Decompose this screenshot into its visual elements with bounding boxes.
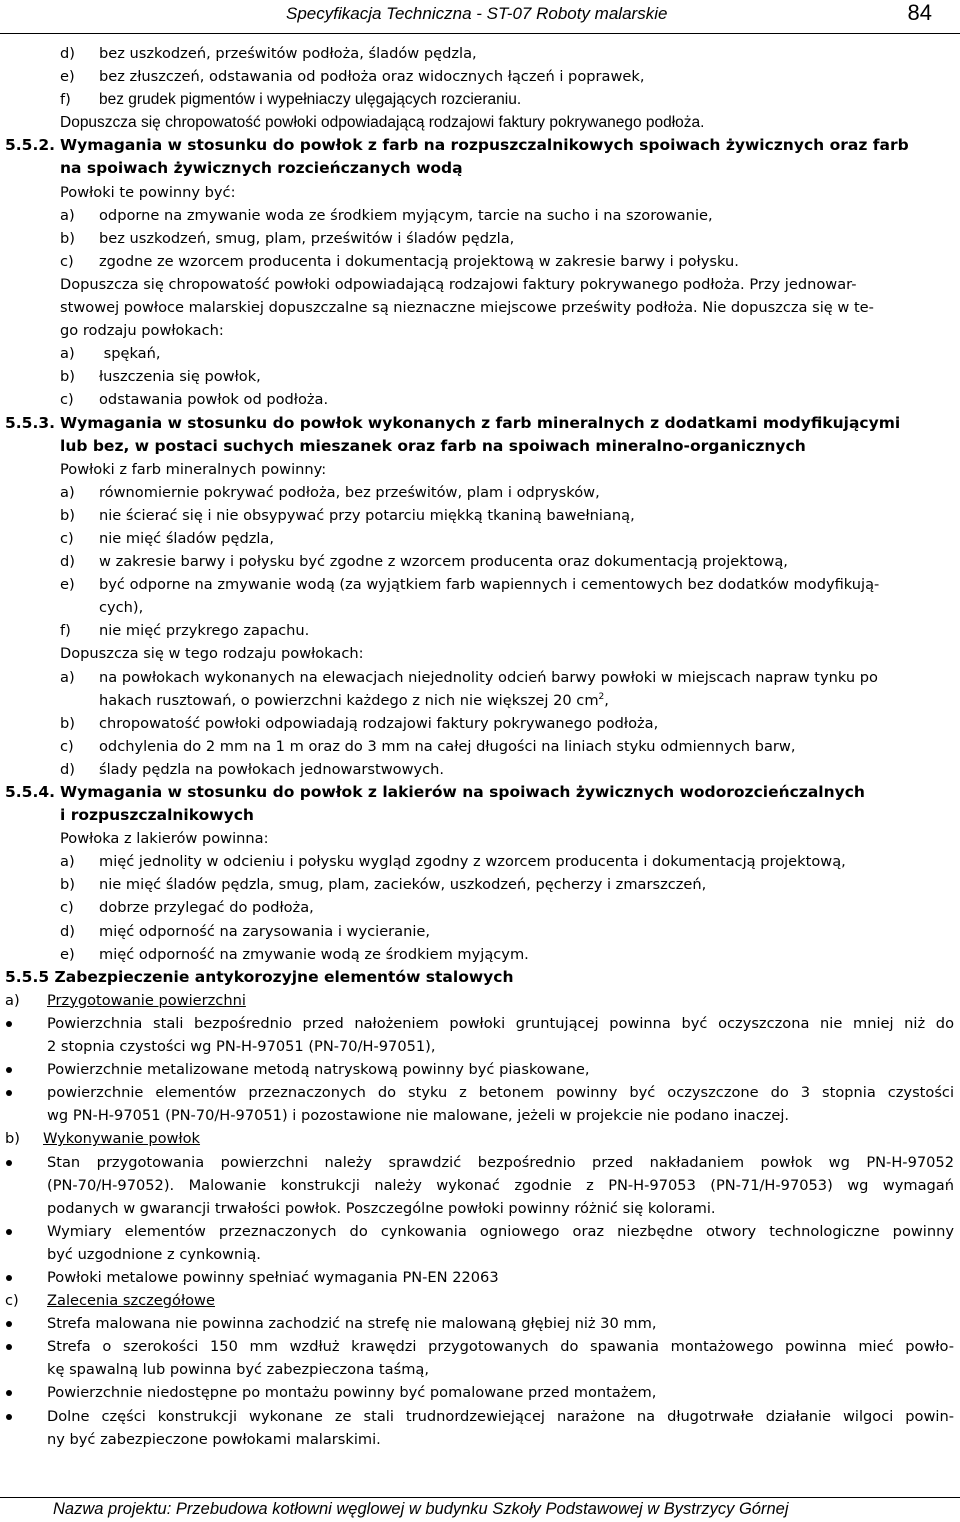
- section-heading-cont: i rozpuszczalnikowych: [60, 806, 254, 825]
- list-item: b) bez uszkodzeń, smug, plam, prześwitów i śladów pędzla,: [60, 229, 515, 247]
- bullet-text: Wymiary elementów przeznaczonych do cynkowania ogniowego oraz niezbędne otwory technologiczne powinny: [47, 1222, 954, 1240]
- list-item: d) ślady pędzla na powłokach jednowarstwowych.: [60, 760, 445, 778]
- header-divider: [0, 33, 960, 34]
- paragraph: Powłoka z lakierów powinna:: [60, 830, 269, 848]
- list-item: c) zgodne ze wzorcem producenta i dokumentacją projektową w zakresie barwy i połysku.: [60, 252, 739, 270]
- bullet-item: [0, 1081, 960, 1104]
- list-item: c) dobrze przylegać do podłoża,: [60, 899, 314, 917]
- page-footer: Nazwa projektu: Przebudowa kotłowni węglowej w budynku Szkoły Podstawowej w Bystrzycy Górnej: [53, 1500, 789, 1518]
- section-heading: 5.5.4. Wymagania w stosunku do powłok z lakierów na spoiwach żywicznych wodorozcieńczalnych: [5, 783, 865, 801]
- bullet-text: podanych w gwarancji trwałości powłok. Poszczególne powłoki powinny różnić się kolorami.: [47, 1199, 716, 1217]
- section-heading-cont: lub bez, w postaci suchych mieszanek oraz farb na spoiwach mineralno-organicznych: [60, 436, 806, 455]
- section-heading: 5.5.2. Wymagania w stosunku do powłok z farb na rozpuszczalnikowych spoiwach żywicznych oraz farb: [5, 136, 909, 155]
- document-title: Specyfikacja Techniczna - ST-07 Roboty malarskie: [286, 4, 668, 23]
- subsection-heading: a) Przygotowanie powierzchni: [5, 991, 246, 1009]
- bullet-icon: [6, 1160, 12, 1166]
- bullet-item: [0, 1220, 960, 1243]
- list-item: c) odchylenia do 2 mm na 1 m oraz do 3 mm na całej długości na liniach styku odmiennych barw,: [60, 737, 796, 755]
- section-heading: 5.5.5 Zabezpieczenie antykorozyjne elementów stalowych: [5, 967, 514, 986]
- bullet-item: [0, 1266, 960, 1289]
- document-body: [0, 42, 960, 1451]
- bullet-text: kę spawalną lub powinna być zabezpieczona taśmą,: [47, 1361, 429, 1379]
- bullet-text: Powierzchnia stali bezpośrednio przed nałożeniem powłoki gruntującej powinna być oczyszczona nie mniej niż do: [47, 1014, 954, 1032]
- list-item: c) odstawania powłok od podłoża.: [60, 391, 329, 409]
- list-item: e) być odporne na zmywanie wodą (za wyjątkiem farb wapiennych i cementowych bez dodatków modyfikują-: [60, 576, 880, 594]
- list-item: a) mięć jednolity w odcieniu i połysku wygląd zgodny z wzorcem producenta i dokumentacją projektową,: [60, 853, 846, 871]
- section-heading-cont: na spoiwach żywicznych rozcieńczanych wodą: [60, 159, 463, 178]
- bullet-item: [0, 1058, 960, 1081]
- list-item: d) mięć odporność na zarysowania i wycieranie,: [60, 922, 431, 940]
- bullet-icon: [6, 1021, 12, 1027]
- bullet-item-cont: [0, 1197, 960, 1220]
- list-item: a) spękań,: [60, 345, 161, 363]
- bullet-text: Powierzchnie niedostępne po montażu powinny być pomalowane przed montażem,: [47, 1384, 657, 1402]
- bullet-text: 2 stopnia czystości wg PN-H-97051 (PN-70/H-97051),: [47, 1038, 436, 1056]
- subsection-heading: b) Wykonywanie powłok: [5, 1130, 201, 1148]
- bullet-item-cont: [0, 1428, 960, 1451]
- bullet-text: ny być zabezpieczone powłokami malarskimi.: [47, 1430, 381, 1448]
- bullet-item: [0, 1312, 960, 1335]
- bullet-text: Strefa o szerokości 150 mm wzdłuż krawędzi przygotowanych do spawania montażowego powinna mieć powło-: [47, 1338, 954, 1356]
- list-item: f) bez grudek pigmentów i wypełniaczy ulęgających rozcieraniu.: [60, 91, 522, 109]
- bullet-item-cont: [0, 1104, 960, 1127]
- list-item: d) bez uszkodzeń, prześwitów podłoża, śladów pędzla,: [60, 45, 477, 62]
- bullet-text: Powierzchnie metalizowane metodą natryskową powinny być piaskowane,: [47, 1061, 590, 1079]
- bullet-text: powierzchnie elementów przeznaczonych do styku z betonem powinny być oczyszczone do 3 stopnia czystości: [47, 1084, 954, 1102]
- bullet-list: [0, 1312, 960, 1451]
- bullet-icon: [6, 1067, 12, 1073]
- bullet-item: [0, 1012, 960, 1035]
- bullet-icon: [6, 1414, 12, 1420]
- paragraph: Dopuszcza się w tego rodzaju powłokach:: [60, 645, 364, 663]
- bullet-item-cont: [0, 1358, 960, 1381]
- list-item: f) nie mięć przykrego zapachu.: [60, 622, 310, 640]
- paragraph: Dopuszcza się chropowatość powłoki odpowiadającą rodzajowi faktury pokrywanego podłoża. Przy jednowar-: [60, 275, 857, 293]
- list-item: b) łuszczenia się powłok,: [60, 368, 261, 386]
- list-item: a) odporne na zmywanie woda ze środkiem myjącym, tarcie na sucho i na szorowanie,: [60, 206, 713, 224]
- list-item: e) mięć odporność na zmywanie wodą ze środkiem myjącym.: [60, 945, 529, 963]
- bullet-item-cont: [0, 1035, 960, 1058]
- page-header: [286, 2, 946, 26]
- bullet-text: Dolne części konstrukcji wykonane ze stali trudnordzewiejącej narażone na długotrwałe działanie wilgoci powin-: [47, 1407, 954, 1425]
- bullet-list: [0, 1012, 960, 1127]
- subsection-heading: c) Zalecenia szczegółowe: [5, 1292, 215, 1310]
- bullet-icon: [6, 1090, 12, 1096]
- list-item: d) w zakresie barwy i połysku być zgodne z wzorcem producenta oraz dokumentacją projektową,: [60, 553, 788, 571]
- list-item: c) nie mięć śladów pędzla,: [60, 529, 275, 547]
- list-item: a) równomiernie pokrywać podłoża, bez prześwitów, plam i odprysków,: [60, 483, 600, 501]
- bullet-icon: [6, 1321, 12, 1327]
- paragraph: Dopuszcza się chropowatość powłoki odpowiadającą rodzajowi faktury pokrywanego podłoża.: [60, 114, 705, 132]
- bullet-icon: [6, 1275, 12, 1281]
- bullet-text: Stan przygotowania powierzchni należy sprawdzić bezpośrednio przed nakładaniem powłok wg PN-H-97052: [47, 1153, 954, 1171]
- paragraph: Powłoki z farb mineralnych powinny:: [60, 460, 327, 478]
- list-item: a) na powłokach wykonanych na elewacjach niejednolity odcień barwy powłoki w miejscach napraw tynku po: [60, 668, 878, 686]
- page-number: 84: [907, 0, 932, 25]
- list-item: b) nie ścierać się i nie obsypywać przy potarciu miękką tkaniną bawełnianą,: [60, 506, 635, 524]
- bullet-list: [0, 1151, 960, 1290]
- bullet-item-cont: [0, 1174, 960, 1197]
- bullet-item: [0, 1151, 960, 1174]
- paragraph: stwowej powłoce malarskiej dopuszczalne są nieznaczne miejscowe prześwity podłoża. Nie dopuszcza się w te-: [60, 299, 874, 317]
- bullet-text: być uzgodnione z cynkownią.: [47, 1245, 261, 1263]
- bullet-item-cont: [0, 1243, 960, 1266]
- paragraph: go rodzaju powłokach:: [60, 322, 224, 340]
- bullet-text: wg PN-H-97051 (PN-70/H-97051) i pozostawione nie malowane, jeżeli w projekcie nie podano inaczej.: [47, 1107, 790, 1125]
- bullet-text: Powłoki metalowe powinny spełniać wymagania PN-EN 22063: [47, 1268, 499, 1286]
- bullet-icon: [6, 1390, 12, 1396]
- footer-divider: [0, 1497, 960, 1498]
- bullet-item: [0, 1381, 960, 1404]
- list-item: b) chropowatość powłoki odpowiadają rodzajowi faktury pokrywanego podłoża,: [60, 714, 659, 732]
- bullet-text: Strefa malowana nie powinna zachodzić na strefę nie malowaną głębiej niż 30 mm,: [47, 1315, 657, 1333]
- bullet-text: (PN-70/H-97052). Malowanie konstrukcji należy wykonać zgodnie z PN-H-97053 (PN-71/H-97053) wg wymagań: [47, 1176, 954, 1194]
- bullet-item: [0, 1405, 960, 1428]
- list-item: e) bez złuszczeń, odstawania od podłoża oraz widocznych łączeń i poprawek,: [60, 68, 645, 86]
- list-item-cont: cych),: [99, 599, 144, 617]
- bullet-icon: [6, 1344, 12, 1350]
- paragraph: Powłoki te powinny być:: [60, 183, 236, 201]
- list-item: b) nie mięć śladów pędzla, smug, plam, zacieków, uszkodzeń, pęcherzy i zmarszczeń,: [60, 876, 707, 894]
- list-item-cont: hakach rusztowań, o powierzchni każdego z nich nie większej 20 $cm^2$,: [99, 691, 609, 709]
- bullet-icon: [6, 1229, 12, 1235]
- section-heading: 5.5.3. Wymagania w stosunku do powłok wykonanych z farb mineralnych z dodatkami modyfikującymi: [5, 413, 901, 432]
- bullet-item: [0, 1335, 960, 1358]
